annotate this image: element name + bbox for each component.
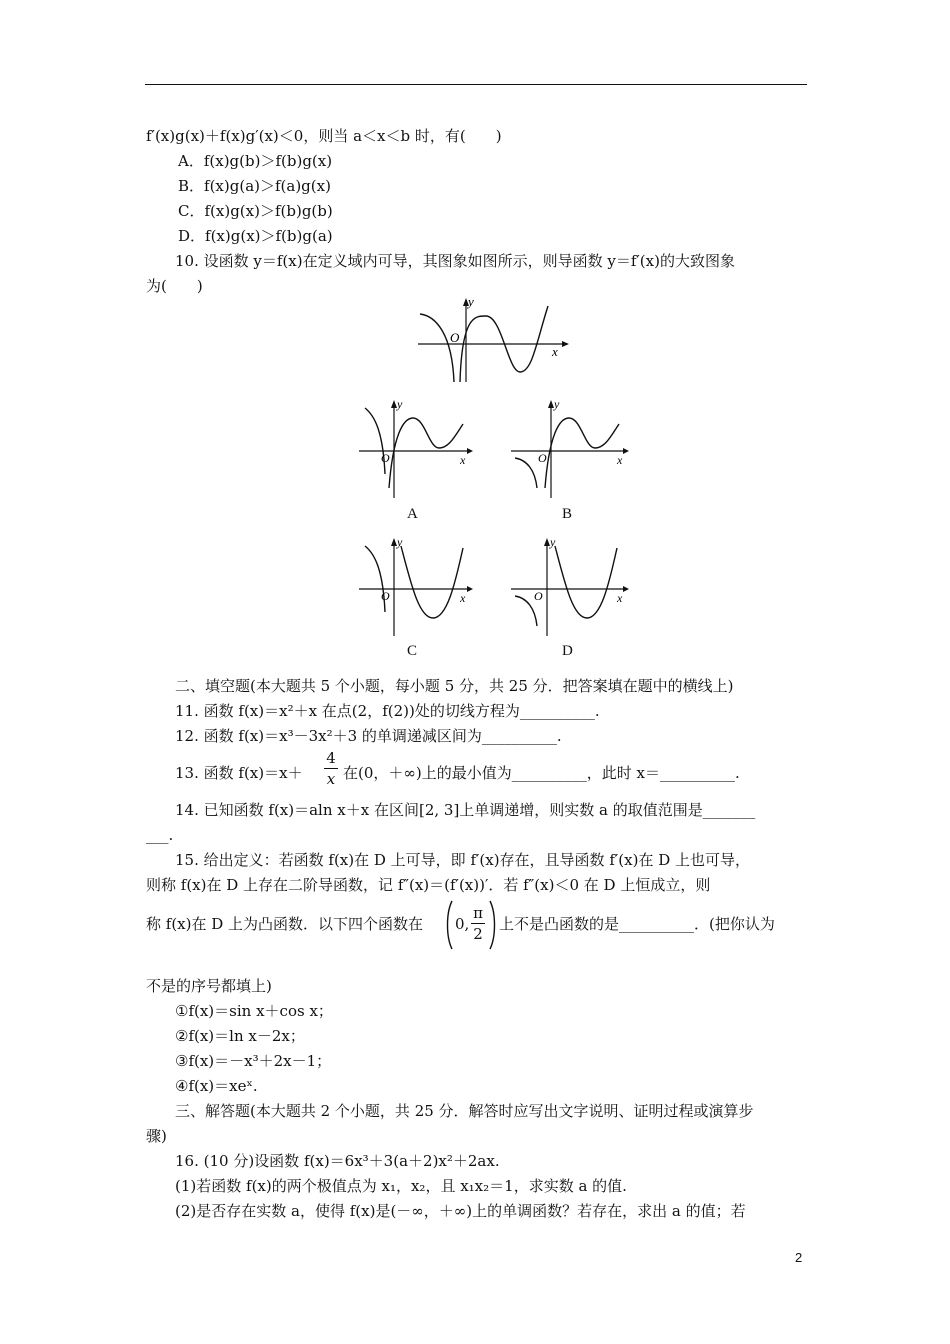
- q15-line3-b: 上不是凸函数的是__________．(把你认为: [499, 915, 775, 933]
- q10-option-b-label: B: [562, 506, 573, 522]
- q13-fraction-den: x: [326, 770, 336, 788]
- q16-stem: 16. (10 分)设函数 f(x)＝6x³＋3(a＋2)x²＋2ax.: [175, 1152, 500, 1170]
- graph-b-x-label: x: [617, 453, 623, 467]
- q10-line1: 10. 设函数 y＝f(x)在定义域内可导，其图象如图所示，则导函数 y＝f′(x)的大致图象: [175, 252, 735, 270]
- origin-label: O: [450, 330, 460, 345]
- q9-option-b: B．f(x)g(a)＞f(a)g(x): [178, 177, 331, 195]
- q13-fraction-num: 4: [326, 749, 336, 767]
- graph-a-x-label: x: [460, 453, 466, 467]
- graph-c-x-label: x: [460, 591, 466, 605]
- q15-line2: 则称 f(x)在 D 上存在二阶导函数，记 f″(x)＝(f′(x))′．若 f″(x)＜0 在 D 上恒成立，则: [146, 876, 711, 894]
- q16-part-2: (2)是否存在实数 a，使得 f(x)是(－∞，＋∞)上的单调函数？若存在，求出 a 的值；若: [175, 1202, 746, 1220]
- graph-c-right-branch: [401, 546, 463, 618]
- q16-part-1: (1)若函数 f(x)的两个极值点为 x₁，x₂，且 x₁x₂＝1，求实数 a 的值.: [175, 1177, 627, 1195]
- graph-a-y-label: y: [397, 397, 403, 411]
- q9-option-c: C．f(x)g(x)＞f(b)g(b): [178, 202, 333, 220]
- interval-left: 0,: [455, 915, 470, 933]
- q10-graph-d: [507, 534, 632, 638]
- q14-line1: 14. 已知函数 f(x)＝aln x＋x 在区间[2, 3]上单调递增，则实数 a 的取值范围是_______: [175, 801, 756, 819]
- q10-main-graph: [414, 294, 574, 386]
- q10-option-d-label: D: [562, 643, 573, 659]
- graph-c-y-label: y: [397, 535, 403, 549]
- q9-option-a: A．f(x)g(b)＞f(b)g(x): [178, 152, 333, 170]
- q14-line2: ___.: [146, 826, 174, 844]
- q10-option-c-label: C: [407, 643, 418, 659]
- q15-option-4: ④f(x)＝xeˣ.: [175, 1077, 258, 1095]
- graph-b-y-label: y: [554, 397, 560, 411]
- q15-line3-a: 称 f(x)在 D 上为凸函数．以下四个函数在: [146, 915, 424, 933]
- header-rule: [145, 84, 807, 85]
- section3-title-line1: 三、解答题(本大题共 2 个小题，共 25 分．解答时应写出文字说明、证明过程或演算步: [175, 1102, 754, 1120]
- q12: 12. 函数 f(x)＝x³－3x²＋3 的单调递减区间为__________.: [175, 727, 562, 745]
- section2-title: 二、填空题(本大题共 5 个小题，每小题 5 分，共 25 分．把答案填在题中的横线上): [175, 677, 734, 695]
- q11: 11. 函数 f(x)＝x²＋x 在点(2，f(2))处的切线方程为__________.: [175, 702, 600, 720]
- graph-d-x-label: x: [617, 591, 623, 605]
- q10-graph-a: [355, 396, 475, 500]
- graph-d-y-label: y: [550, 535, 556, 549]
- interval-fraction-num: π: [473, 904, 483, 922]
- q10-line2: 为( ): [146, 277, 203, 295]
- y-axis-label: y: [468, 294, 474, 309]
- q13-fraction: [324, 749, 338, 788]
- q15-interval: [446, 898, 496, 952]
- q15-option-3: ③f(x)＝－x³＋2x－1；: [175, 1052, 332, 1070]
- interval-fraction: [471, 904, 485, 943]
- q9-option-d: D．f(x)g(x)＞f(b)g(a): [178, 227, 333, 245]
- graph-d-right-branch: [555, 546, 617, 618]
- q15-option-2: ②f(x)＝ln x－2x；: [175, 1027, 305, 1045]
- interval-fraction-den: 2: [473, 925, 483, 943]
- graph-b-right-branch: [545, 418, 619, 488]
- q15-line4: 不是的序号都填上): [146, 977, 272, 995]
- page-number: 2: [795, 1250, 803, 1265]
- q10-graph-c: [355, 534, 475, 638]
- curve-left-branch: [420, 314, 454, 382]
- graph-b-left-branch: [515, 458, 537, 488]
- q15-line1: 15. 给出定义：若函数 f(x)在 D 上可导，即 f′(x)存在，且导函数 f′(x)在 D 上也可导，: [175, 851, 751, 869]
- graph-d-origin: O: [534, 589, 543, 603]
- q15-option-1: ①f(x)＝sin x＋cos x；: [175, 1002, 333, 1020]
- x-axis-label: x: [552, 344, 558, 359]
- graph-a-right-branch: [389, 418, 463, 488]
- q10-option-a-label: A: [407, 506, 418, 522]
- q9-stem: f′(x)g(x)＋f(x)g′(x)＜0，则当 a＜x＜b 时，有( ): [146, 127, 502, 145]
- graph-c-origin: O: [381, 589, 390, 603]
- q13-part-b: 在(0，＋∞)上的最小值为__________，此时 x＝__________.: [343, 764, 740, 782]
- q10-graph-b: [507, 396, 632, 500]
- graph-a-origin: O: [381, 451, 390, 465]
- section3-title-line2: 骤): [146, 1127, 167, 1145]
- graph-b-origin: O: [538, 451, 547, 465]
- q13-part-a: 13. 函数 f(x)＝x＋: [175, 764, 303, 782]
